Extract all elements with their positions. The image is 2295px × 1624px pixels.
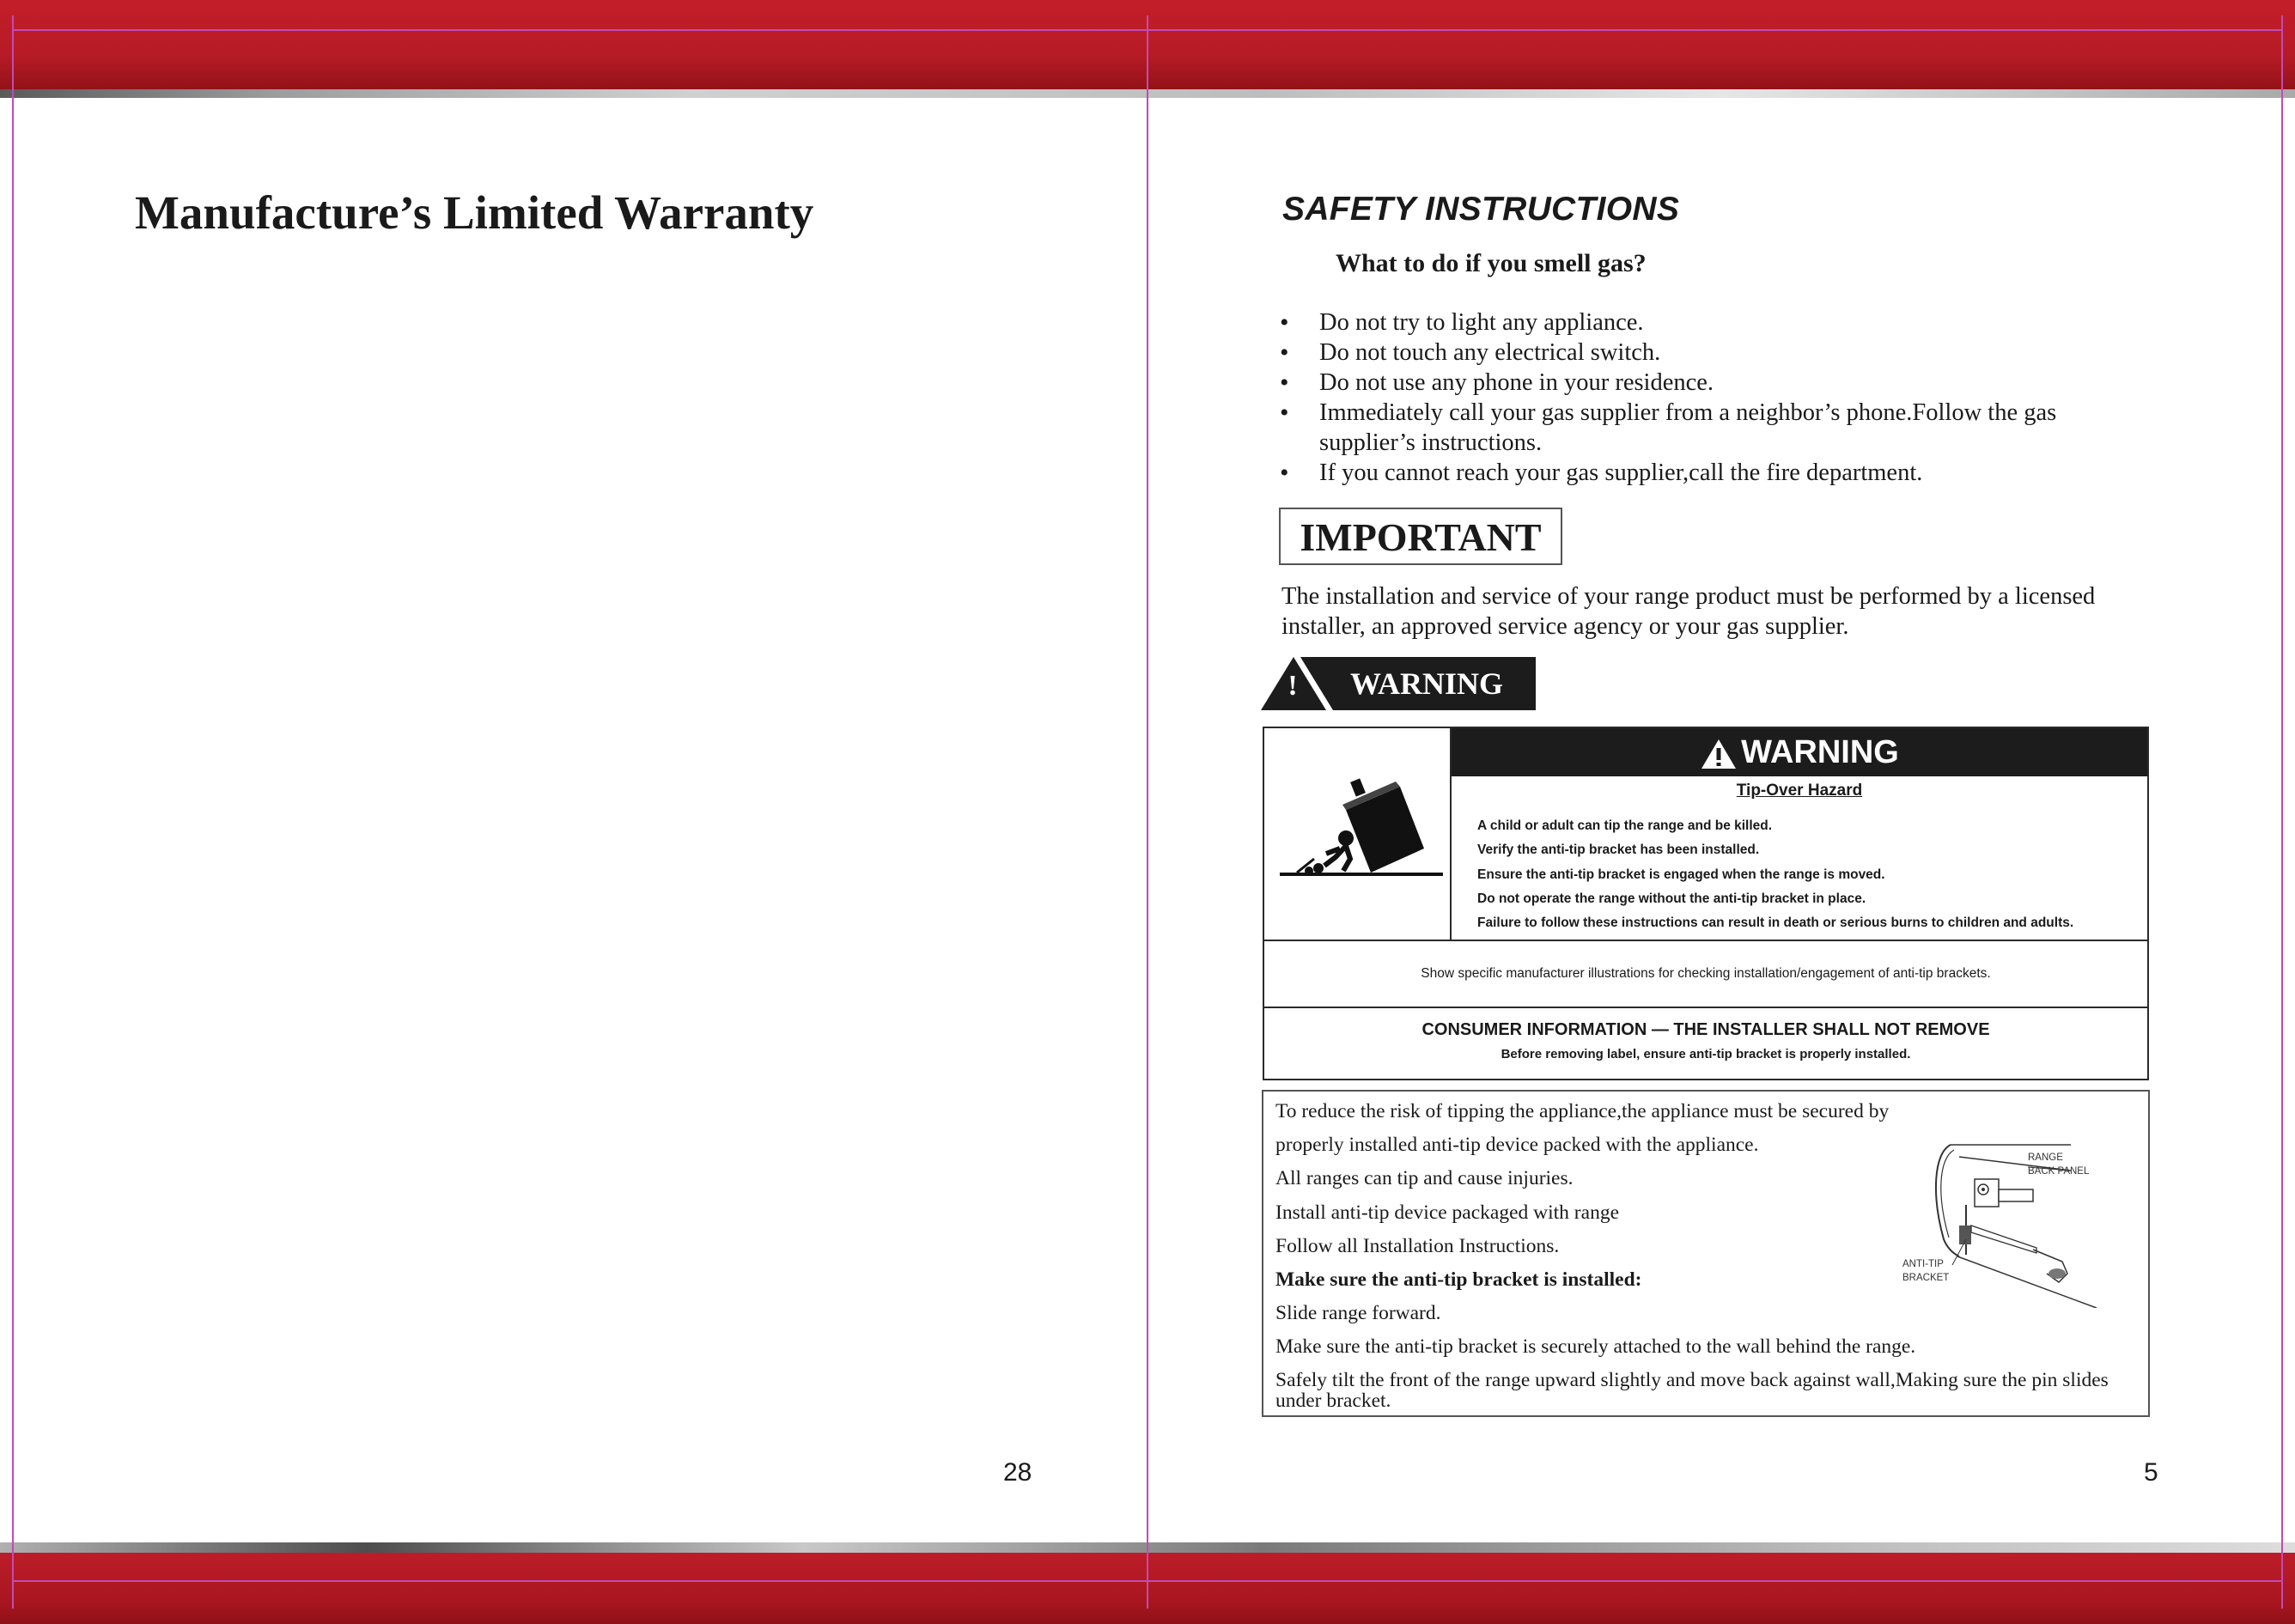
trim-guide-center — [1147, 15, 1148, 1609]
gas-steps-list — [1280, 307, 2139, 488]
range-tipping-illustration — [1264, 728, 1452, 940]
range-back-panel-label-1: RANGE — [2028, 1153, 2063, 1163]
list-item: To reduce the risk of tipping the appliance,the appliance must be secured by — [1275, 1100, 1890, 1122]
list-item: • Do not use any phone in your residence. — [1280, 368, 2139, 398]
warning-banner — [1261, 657, 1537, 712]
list-item: properly installed anti-tip device packed with the appliance. — [1275, 1134, 1759, 1157]
warning-triangle-icon — [1700, 738, 1738, 770]
range-back-panel-label-2: BACK PANEL — [2028, 1166, 2090, 1177]
list-item: • Immediately call your gas supplier from a neighbor’s phone.Follow the gas supplier’s instructions. — [1280, 398, 2101, 458]
label-warning-text: WARNING — [1741, 734, 1899, 770]
illustration-note: Show specific manufacturer illustrations for checking installation/engagement of anti-tip brackets. — [1264, 941, 2147, 1008]
tip-over-warning-label — [1263, 727, 2149, 1080]
anti-tip-instructions-box — [1262, 1090, 2150, 1417]
list-item: Verify the anti-tip bracket has been installed. — [1477, 842, 1760, 858]
gas-smell-question: What to do if you smell gas? — [1336, 249, 1647, 277]
consumer-information — [1264, 1008, 2147, 1079]
list-item: • Do not try to light any appliance. — [1280, 307, 2139, 338]
important-box — [1279, 508, 1562, 565]
important-label: IMPORTANT — [1300, 515, 1542, 559]
list-item: Make sure the anti-tip bracket is installed: — [1275, 1268, 1642, 1292]
anti-tip-bracket-label-2: BRACKET — [1902, 1273, 1950, 1283]
trim-guide-bottom — [12, 1580, 2283, 1582]
list-item: Follow all Installation Instructions. — [1275, 1234, 1560, 1257]
list-item: • If you cannot reach your gas supplier,call the fire department. — [1280, 458, 2139, 488]
list-item: Install anti-tip device packaged with range — [1275, 1201, 1619, 1224]
trim-guide-left — [12, 15, 14, 1609]
list-item: Ensure the anti-tip bracket is engaged when the range is moved. — [1477, 867, 1885, 882]
list-item: Slide range forward. — [1275, 1302, 1441, 1325]
list-item: All ranges can tip and cause injuries. — [1275, 1167, 1574, 1190]
warning-banner-label: WARNING — [1350, 666, 1504, 701]
trim-guide-right — [2281, 15, 2283, 1609]
installation-notice: The installation and service of your range product must be performed by a licensed installer, an approved service agency or your gas supplier. — [1281, 583, 2096, 640]
label-top-section — [1264, 728, 2147, 941]
list-item: Do not operate the range without the anti-tip bracket in place. — [1477, 891, 1866, 906]
range-tipping-icon — [1264, 728, 1448, 940]
list-item: • Do not touch any electrical switch. — [1280, 338, 2139, 368]
list-item: Failure to follow these instructions can result in death or serious burns to children and adults. — [1477, 915, 2074, 931]
hazard-lines — [1477, 814, 2143, 935]
safety-instructions-title: SAFETY INSTRUCTIONS — [1282, 191, 1680, 228]
list-item: Make sure the anti-tip bracket is securely attached to the wall behind the range. — [1275, 1335, 1916, 1359]
left-page-number: 28 — [1003, 1458, 1032, 1487]
trim-guide-top — [12, 29, 2283, 31]
anti-tip-bracket-diagram — [1899, 1136, 2129, 1308]
list-item: Safely tilt the front of the range upward slightly and move back against wall,Making sure the pin slides under bracket. — [1275, 1368, 2109, 1412]
consumer-info-title: CONSUMER INFORMATION — THE INSTALLER SHALL NOT REMOVE — [1421, 1020, 1990, 1039]
tip-over-hazard-title: Tip-Over Hazard — [1736, 782, 1863, 800]
list-item: A child or adult can tip the range and be killed. — [1477, 818, 1773, 833]
exclamation-icon: ! — [1288, 670, 1298, 702]
consumer-info-subtitle: Before removing label, ensure anti-tip bracket is properly installed. — [1501, 1047, 1911, 1061]
right-page-number: 5 — [2144, 1458, 2158, 1487]
label-warning-heading — [1452, 728, 2147, 776]
anti-tip-bracket-label-1: ANTI-TIP — [1902, 1259, 1944, 1269]
warranty-title: Manufacture’s Limited Warranty — [135, 186, 814, 239]
